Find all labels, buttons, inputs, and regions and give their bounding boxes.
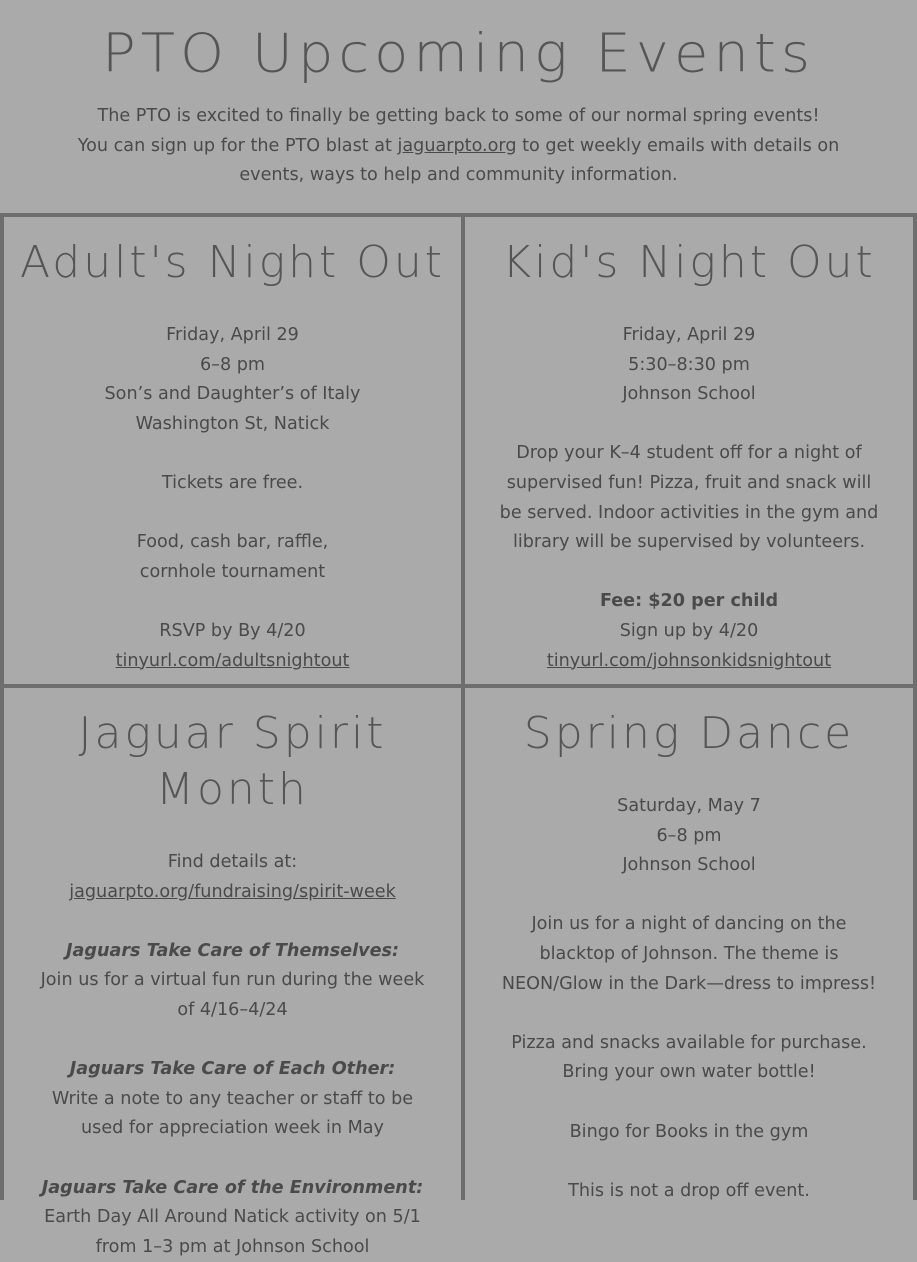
kids-night-title: Kid's Night Out xyxy=(502,237,876,288)
spring-dance-body xyxy=(465,792,913,1206)
spirit-environment-heading: Jaguars Take Care of the Environment: xyxy=(41,1177,424,1198)
spirit-month-details-link[interactable]: jaguarpto.org/fundraising/spirit-week xyxy=(69,881,396,902)
pto-blast-link[interactable]: jaguarpto.org xyxy=(397,135,517,156)
page-title: PTO Upcoming Events xyxy=(101,23,816,85)
adults-night-features-1: Food, cash bar, raffle, xyxy=(136,532,329,553)
adults-night-features-2: cornhole tournament xyxy=(139,561,326,582)
spirit-month-title: Jaguar Spirit Month xyxy=(78,708,387,815)
spacer xyxy=(465,1147,913,1177)
spacer xyxy=(465,410,913,440)
intro-line-2-start: You can sign up for the PTO blast at xyxy=(77,135,398,156)
spring-dance-desc-2: blacktop of Johnson. The theme is xyxy=(539,943,839,964)
kids-night-time: 5:30–8:30 pm xyxy=(628,354,750,375)
adults-night-date: Friday, April 29 xyxy=(166,325,299,345)
spirit-each-other-text-2: used for appreciation week in May xyxy=(81,1118,384,1139)
intro-text xyxy=(30,102,887,191)
spacer xyxy=(465,999,913,1029)
intro-line-3: events, ways to help and community information. xyxy=(239,165,678,185)
kids-night-date: Friday, April 29 xyxy=(622,325,756,345)
spirit-environment-text-2: from 1–3 pm at Johnson School xyxy=(95,1236,370,1257)
adults-night-panel xyxy=(4,217,461,684)
right-border xyxy=(913,213,917,1200)
intro-line-1: The PTO is excited to finally be getting back to some of our normal spring events! xyxy=(97,106,820,126)
adults-night-time: 6–8 pm xyxy=(199,354,266,375)
spring-dance-food-2: Bring your own water bottle! xyxy=(562,1062,816,1083)
kids-night-desc-3: be served. Indoor activities in the gym and xyxy=(499,502,879,523)
spirit-month-details-label: Find details at: xyxy=(167,852,298,872)
spacer xyxy=(4,1144,461,1174)
intro-line-2 xyxy=(30,132,887,162)
spring-dance-bingo: Bingo for Books in the gym xyxy=(569,1121,809,1142)
spirit-month-panel xyxy=(4,688,461,1257)
spirit-themselves-text-2: of 4/16–4/24 xyxy=(177,999,288,1020)
spacer xyxy=(4,907,461,937)
spring-dance-desc-1: Join us for a night of dancing on the xyxy=(531,914,847,935)
spring-dance-time: 6–8 pm xyxy=(656,825,722,846)
spirit-each-other-heading: Jaguars Take Care of Each Other: xyxy=(69,1059,396,1080)
kids-night-venue: Johnson School xyxy=(622,384,756,405)
spirit-each-other-text-1: Write a note to any teacher or staff to be xyxy=(51,1088,414,1109)
spring-dance-food-1: Pizza and snacks available for purchase. xyxy=(511,1032,867,1053)
kids-night-desc-1: Drop your K–4 student off for a night of xyxy=(516,443,862,464)
spacer xyxy=(465,881,913,911)
kids-night-link[interactable]: tinyurl.com/johnsonkidsnightout xyxy=(546,650,832,671)
kids-night-panel xyxy=(465,217,913,684)
flyer-header xyxy=(0,0,917,216)
spring-dance-date: Saturday, May 7 xyxy=(617,796,761,816)
adults-night-address: Washington St, Natick xyxy=(135,413,330,434)
spacer xyxy=(465,1088,913,1118)
adults-night-title: Adult's Night Out xyxy=(19,237,446,288)
spring-dance-desc-3: NEON/Glow in the Dark—dress to impress! xyxy=(501,973,877,994)
spacer xyxy=(465,558,913,588)
kids-night-body xyxy=(465,321,913,676)
spirit-themselves-heading: Jaguars Take Care of Themselves: xyxy=(65,940,400,961)
adults-night-body xyxy=(4,321,461,676)
spring-dance-note: This is not a drop off event. xyxy=(568,1180,810,1201)
kids-night-desc-4: library will be supervised by volunteers. xyxy=(512,532,866,553)
spacer xyxy=(4,499,461,529)
spacer xyxy=(4,439,461,469)
spacer xyxy=(4,1026,461,1056)
adults-night-rsvp: RSVP by By 4/20 xyxy=(159,620,306,641)
spirit-environment-text-1: Earth Day All Around Natick activity on 5/1 xyxy=(44,1207,421,1228)
adults-night-venue: Son’s and Daughter’s of Italy xyxy=(104,384,361,405)
adults-night-link[interactable]: tinyurl.com/adultsnightout xyxy=(115,650,350,671)
adults-night-tickets: Tickets are free. xyxy=(161,472,304,493)
kids-night-fee: Fee: $20 per child xyxy=(599,591,779,612)
kids-night-desc-2: supervised fun! Pizza, fruit and snack will xyxy=(506,472,872,493)
kids-night-signup: Sign up by 4/20 xyxy=(619,620,759,641)
spring-dance-panel xyxy=(465,688,913,1200)
spirit-themselves-text-1: Join us for a virtual fun run during the week xyxy=(40,970,425,991)
spring-dance-venue: Johnson School xyxy=(622,855,756,876)
spacer xyxy=(4,587,461,617)
spring-dance-title: Spring Dance xyxy=(523,708,855,759)
intro-line-2-end: to get weekly emails with details on xyxy=(516,135,840,156)
